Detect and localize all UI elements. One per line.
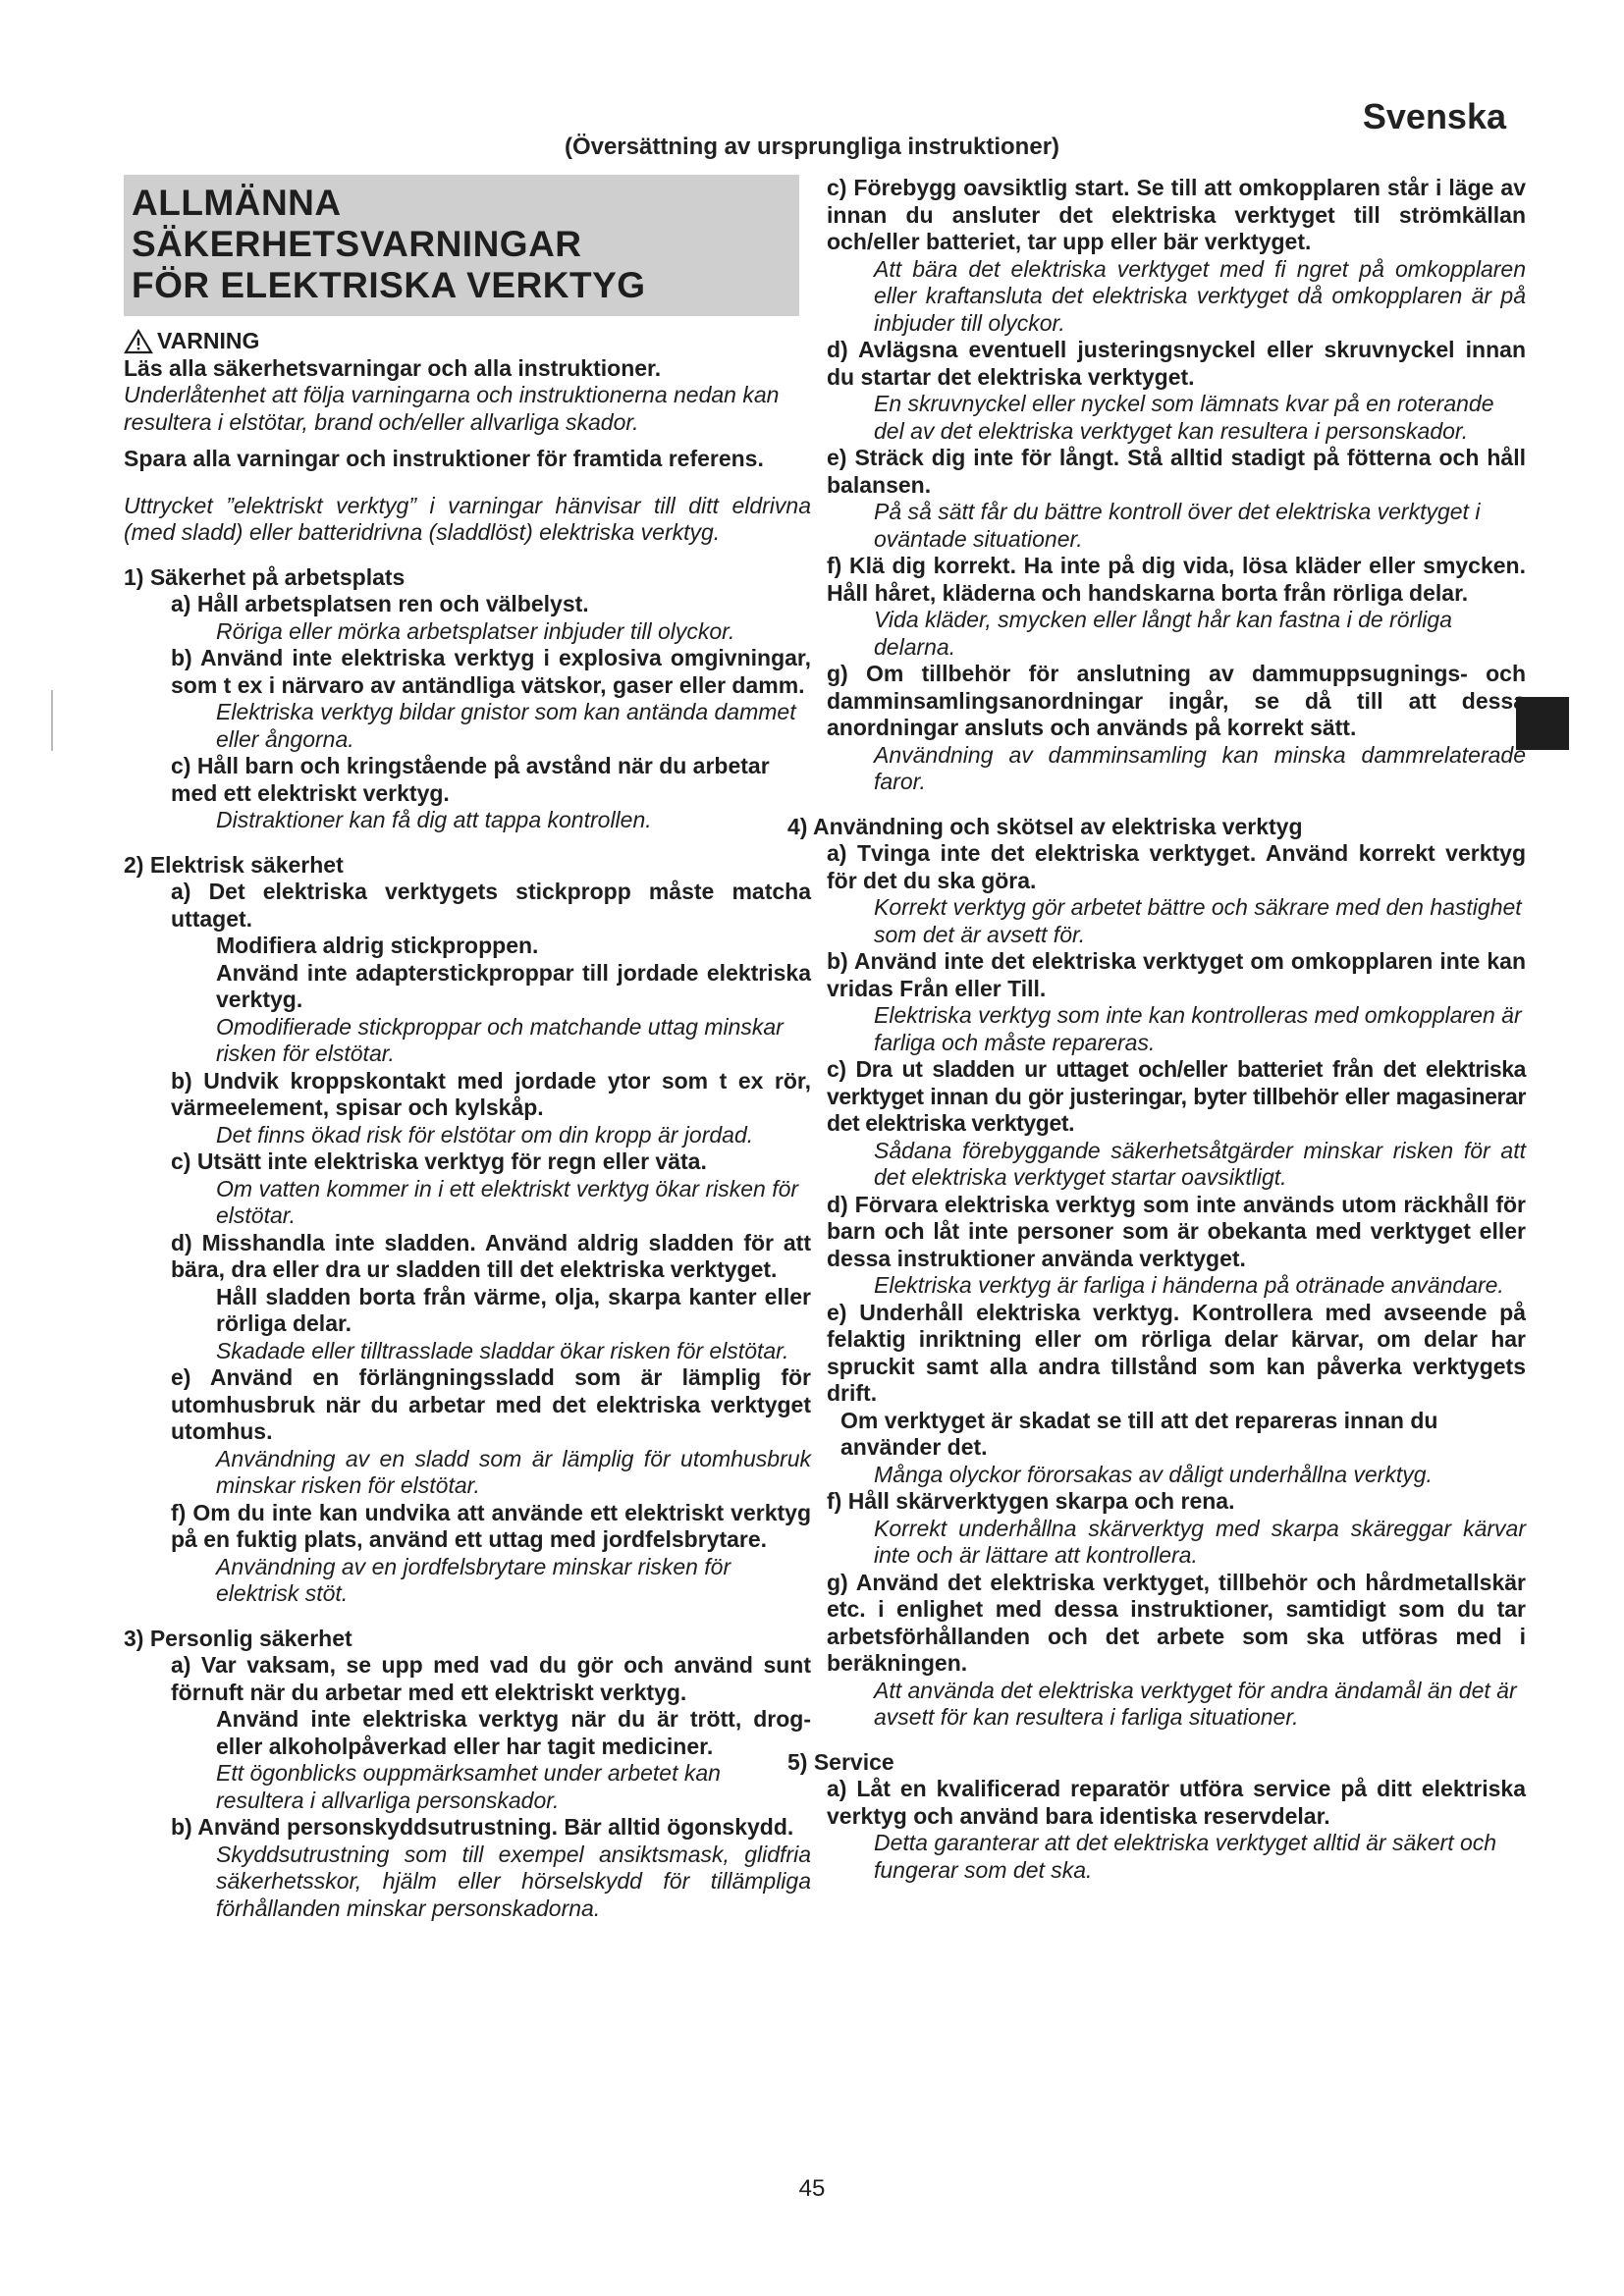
sec4-c-italic: Sådana förebyggande säkerhetsåtgärder minskar risken för att det elektriska verktyget startar oavsiktligt. xyxy=(874,1137,1526,1190)
title-line-2: FÖR ELEKTRISKA VERKTYG xyxy=(132,265,646,305)
sec3-title: 3) Personlig säkerhet xyxy=(124,1625,352,1651)
sec2-f-italic: Användning av en jordfelsbrytare minskar risken för elektrisk stöt. xyxy=(216,1553,731,1606)
warning-heading xyxy=(124,328,811,355)
sec4-b-bold: b) Använd inte det elektriska verktyget om omkopplaren inte kan vridas Från eller Till. xyxy=(827,948,1526,1001)
sec5-title: 5) Service xyxy=(787,1748,894,1775)
sec4-f-bold: f) Håll skärverktygen skarpa och rena. xyxy=(827,1488,1235,1514)
sec3-d-italic: En skruvnyckel eller nyckel som lämnats kvar på en roterande del av det elektriska verktyget kan resultera i personskador. xyxy=(874,391,1494,444)
sec3-b-bold: b) Använd personskyddsutrustning. Bär alltid ögonskydd. xyxy=(171,1814,794,1840)
sec2-a-italic: Omodifierade stickproppar och matchande uttag minskar risken för elstötar. xyxy=(216,1013,784,1066)
sec2-title: 2) Elektrisk säkerhet xyxy=(124,851,344,878)
warning-label: VARNING xyxy=(157,328,260,353)
sec4-e-bold: e) Underhåll elektriska verktyg. Kontrollera med avseende på felaktig inriktning eller om rörliga delar kärvar, om delar har spruckit samt alla andra tillstånd som kan påverka verktygets drift. xyxy=(827,1299,1526,1406)
sec3-c-bold: c) Förebygg oavsiktlig start. Se till att omkopplaren står i läge av innan du ansluter det elektriska verktyget till strömkällan och/eller batteriet, tar upp eller bär verktyget. xyxy=(827,175,1526,254)
left-column xyxy=(124,175,811,1922)
sec3-a-bold2: Använd inte elektriska verktyg när du är trött, drog- eller alkoholpåverkad eller har tagit mediciner. xyxy=(216,1706,811,1759)
sec1-c-italic: Distraktioner kan få dig att tappa kontrollen. xyxy=(216,807,652,832)
sec2-b-bold: b) Undvik kroppskontakt med jordade ytor som t ex rör, värmeelement, spisar och kylskåp. xyxy=(171,1067,811,1120)
sec3-f-bold: f) Klä dig korrekt. Ha inte på dig vida, lösa kläder eller smycken. Håll håret, kläderna och handskarna borta från rörliga delar. xyxy=(827,553,1526,606)
sec4-e-bold2: Om verktyget är skadat se till att det repareras innan du använder det. xyxy=(840,1407,1438,1460)
sec4-a-bold: a) Tvinga inte det elektriska verktyget. Använd korrekt verktyg för det du ska göra. xyxy=(827,840,1526,893)
sec3-d-bold: d) Avlägsna eventuell justeringsnyckel eller skruvnyckel innan du startar det elektriska verktyget. xyxy=(827,337,1526,390)
sec2-a-bold: a) Det elektriska verktygets stickpropp måste matcha uttaget. xyxy=(171,879,811,932)
sec5-a-italic: Detta garanterar att det elektriska verktyget alltid är säkert och fungerar som det ska. xyxy=(874,1830,1497,1883)
sec2-e-italic: Användning av en sladd som är lämplig för utomhusbruk minskar risken för elstötar. xyxy=(216,1445,811,1498)
sec4-d-italic: Elektriska verktyg är farliga i händerna på otränade användare. xyxy=(874,1272,1504,1298)
sec3-a-bold: a) Var vaksam, se upp med vad du gör och använd sunt förnuft när du arbetar med ett elektriskt verktyg. xyxy=(171,1652,811,1705)
warning-italic: Underlåtenhet att följa varningarna och instruktionerna nedan kan resultera i elstötar, brand och/eller allvarliga skador. xyxy=(124,382,780,435)
sec3-g-bold: g) Om tillbehör för anslutning av dammuppsugnings- och damminsamlingsanordningar ingår, se då till att dessa anordningar ansluts och används på korrekt sätt. xyxy=(827,661,1526,740)
sec1-title: 1) Säkerhet på arbetsplats xyxy=(124,563,406,590)
sec2-f-bold: f) Om du inte kan undvika att använde ett elektriskt verktyg på en fuktig plats, använd ett uttag med jordfelsbrytare. xyxy=(171,1499,811,1552)
sec2-d-italic: Skadade eller tilltrasslade sladdar ökar risken för elstötar. xyxy=(216,1337,789,1363)
sec3-b-italic: Skyddsutrustning som till exempel ansiktsmask, glidfria säkerhetsskor, hjälm eller hörselskydd för tillämpliga förhållanden minskar personskadorna. xyxy=(216,1841,811,1921)
right-column xyxy=(787,175,1526,1884)
section-title-box xyxy=(124,175,799,316)
sec1-b-bold: b) Använd inte elektriska verktyg i explosiva omgivningar, som t ex i närvaro av antändliga vätskor, gaser eller damm. xyxy=(171,645,811,698)
sec4-b-italic: Elektriska verktyg som inte kan kontrolleras med omkopplaren är farliga och måste repareras. xyxy=(874,1002,1522,1055)
translation-subtitle: (Översättning av ursprungliga instruktioner) xyxy=(564,133,1060,160)
sec4-e-italic: Många olyckor förorsakas av dåligt underhållna verktyg. xyxy=(874,1461,1433,1487)
sec4-d-bold: d) Förvara elektriska verktyg som inte används utom räckhåll för barn och låt inte personer som är obekanta med verktyget eller dessa instruktioner använda verktyget. xyxy=(827,1191,1526,1271)
sec4-g-italic: Att använda det elektriska verktyget för andra ändamål än det är avsett för kan resultera i farliga situationer. xyxy=(874,1677,1517,1730)
sec4-title: 4) Användning och skötsel av elektriska verktyg xyxy=(787,813,1303,839)
sec2-c-italic: Om vatten kommer in i ett elektriskt verktyg ökar risken för elstötar. xyxy=(216,1175,799,1228)
sec4-c-bold: c) Dra ut sladden ur uttaget och/eller batteriet från det elektriska verktyget innan du gör justeringar, byter tillbehör eller magasinerar det elektriska verktyget. xyxy=(827,1056,1526,1136)
sec4-f-italic: Korrekt underhållna skärverktyg med skarpa skäreggar kärvar inte och är lättare att kontrollera. xyxy=(874,1515,1526,1568)
sec3-a-italic: Ett ögonblicks ouppmärksamhet under arbetet kan resultera i allvarliga personskador. xyxy=(216,1760,721,1813)
sec2-c-bold: c) Utsätt inte elektriska verktyg för regn eller väta. xyxy=(171,1148,707,1174)
margin-mark xyxy=(51,690,53,751)
sec3-g-italic: Användning av damminsamling kan minska dammrelaterade faror. xyxy=(874,741,1526,794)
warning-save: Spara alla varningar och instruktioner för framtida referens. xyxy=(124,446,764,471)
sec2-d-bold: d) Misshandla inte sladden. Använd aldrig sladden för att bära, dra eller dra ur sladden till det elektriska verktyget. xyxy=(171,1229,811,1282)
sec3-f-italic: Vida kläder, smycken eller långt hår kan fastna i de rörliga delarna. xyxy=(874,607,1452,660)
page-number: 45 xyxy=(798,2175,826,2202)
sec5-a-bold: a) Låt en kvalificerad reparatör utföra service på ditt elektriska verktyg och använd bara identiska reservdelar. xyxy=(827,1776,1526,1829)
sec3-e-italic: På så sätt får du bättre kontroll över det elektriska verktyget i oväntade situationer. xyxy=(874,499,1481,552)
sec2-e-bold: e) Använd en förlängningssladd som är lämplig för utomhusbruk när du arbetar med det elektriska verktyget utomhus. xyxy=(171,1364,811,1444)
sec2-a-bold3: Använd inte adapterstickproppar till jordade elektriska verktyg. xyxy=(216,959,811,1012)
sec2-a-bold2: Modifiera aldrig stickproppen. xyxy=(216,933,539,958)
sec4-a-italic: Korrekt verktyg gör arbetet bättre och säkrare med den hastighet som det är avsett för. xyxy=(874,894,1522,947)
sec4-g-bold: g) Använd det elektriska verktyget, tillbehör och hårdmetallskär etc. i enlighet med dessa instruktioner, samtidigt som du tar arbetsförhållanden och det arbete som ska utföras med i beräkningen. xyxy=(827,1569,1526,1676)
warning-term: Uttrycket ”elektriskt verktyg” i varningar hänvisar till ditt eldrivna (med sladd) eller batteridrivna (sladdlöst) elektriska verktyg. xyxy=(124,492,811,545)
warning-triangle-icon xyxy=(124,329,153,354)
warning-bold: Läs alla säkerhetsvarningar och alla instruktioner. xyxy=(124,354,662,381)
sec3-e-bold: e) Sträck dig inte för långt. Stå alltid stadigt på fötterna och håll balansen. xyxy=(827,445,1526,498)
sec2-b-italic: Det finns ökad risk för elstötar om din kropp är jordad. xyxy=(216,1121,754,1148)
sec1-a-italic: Röriga eller mörka arbetsplatser inbjuder till olyckor. xyxy=(216,617,735,644)
sec1-c-bold: c) Håll barn och kringstående på avstånd när du arbetar med ett elektriskt verktyg. xyxy=(171,753,770,806)
language-label: Svenska xyxy=(1362,96,1506,136)
sec1-a-bold: a) Håll arbetsplatsen ren och välbelyst. xyxy=(171,591,589,616)
sec1-b-italic: Elektriska verktyg bildar gnistor som kan antända dammet eller ångorna. xyxy=(216,699,796,752)
title-line-1: ALLMÄNNA SÄKERHETSVARNINGAR xyxy=(132,183,582,264)
sec2-d-bold2: Håll sladden borta från värme, olja, skarpa kanter eller rörliga delar. xyxy=(216,1283,811,1336)
sec3-c-italic: Att bära det elektriska verktyget med fi ngret på omkopplaren eller kraftansluta det elektriska verktyget då omkopplaren är på inbjuder till olyckor. xyxy=(874,255,1526,336)
